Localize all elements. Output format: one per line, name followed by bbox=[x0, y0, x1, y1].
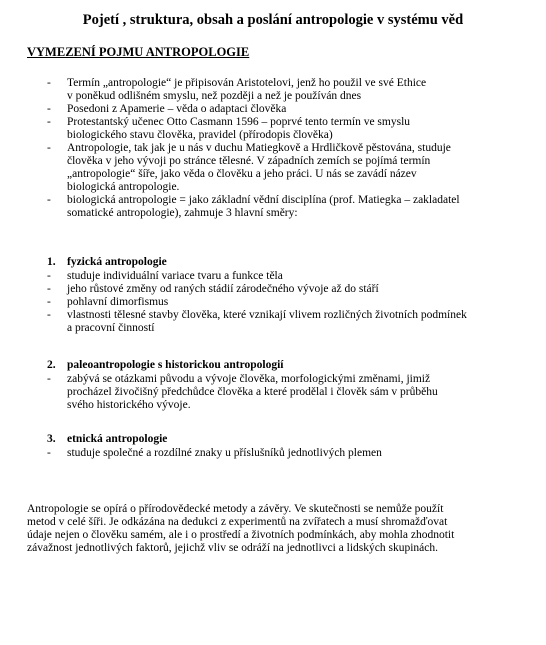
list-item-line: jeho růstové změny od raných stádií zárodečného vývoje až do stáří bbox=[67, 283, 379, 295]
paragraph-line: metod v celé šíři. Je odkázána na dedukci z experimentů na zvířatech a musí shromažďovat bbox=[27, 516, 448, 528]
list-item bbox=[0, 103, 543, 116]
bullet-dash: - bbox=[47, 194, 51, 206]
bullet-dash: - bbox=[47, 296, 51, 308]
list-item-line: Antropologie, tak jak je u nás v duchu Matiegkově a Hrdličkově pěstována, studuje bbox=[67, 142, 451, 154]
list-item-line: v poněkud odlišném smyslu, než později a než je používán dnes bbox=[67, 90, 362, 102]
bullet-dash: - bbox=[47, 373, 51, 385]
list-item-line: svého historického vývoje. bbox=[67, 399, 191, 411]
direction-title: paleoantropologie s historickou antropologií bbox=[67, 359, 284, 371]
list-item-line: biologického stavu člověka, pravidel (přírodopis člověka) bbox=[67, 129, 333, 141]
direction-heading-3 bbox=[47, 433, 167, 446]
list-item bbox=[0, 194, 543, 220]
direction-3-list bbox=[0, 447, 543, 460]
bullet-dash: - bbox=[47, 103, 51, 115]
list-item-line: somatické antropologie), zahmuje 3 hlavní směry: bbox=[67, 207, 298, 219]
bullet-dash: - bbox=[47, 447, 51, 459]
paragraph-line: Antropologie se opírá o přírodovědecké metody a závěry. Ve skutečnosti se nemůže použít bbox=[27, 503, 444, 515]
list-item-line: biologická antropologie = jako základní vědní disciplína (prof. Matiegka – zakladatel bbox=[67, 194, 460, 206]
direction-number: 2. bbox=[47, 359, 56, 371]
list-item bbox=[0, 270, 543, 283]
list-item bbox=[0, 447, 543, 460]
list-item-line: zabývá se otázkami původu a vývoje člověka, morfologickými změnami, jimiž bbox=[67, 373, 431, 385]
page-title: Pojetí , struktura, obsah a poslání antropologie v systému věd bbox=[82, 12, 464, 28]
direction-1-list bbox=[0, 270, 543, 335]
list-item-line: vlastnosti tělesné stavby člověka, které vznikají vlivem rozličných životních podmínek bbox=[67, 309, 467, 321]
bullet-dash: - bbox=[47, 142, 51, 154]
bullet-dash: - bbox=[47, 77, 51, 89]
section-heading: VYMEZENÍ POJMU ANTROPOLOGIE bbox=[27, 45, 250, 59]
direction-heading-1 bbox=[47, 256, 167, 269]
list-item-line: člověka v jeho vývoji po stránce tělesné. V západních zemích se pojímá termín bbox=[67, 155, 431, 167]
list-item-line: studuje společné a rozdílné znaky u příslušníků jednotlivých plemen bbox=[67, 447, 382, 459]
list-item-line: Protestantský učenec Otto Casmann 1596 – poprvé tento termín ve smyslu bbox=[67, 116, 411, 128]
list-item bbox=[0, 283, 543, 296]
direction-title: fyzická antropologie bbox=[67, 256, 167, 268]
bullet-dash: - bbox=[47, 116, 51, 128]
bullet-dash: - bbox=[47, 270, 51, 282]
list-item-line: „antropologie“ šíře, jako věda o člověku a jeho práci. U nás se zavádí název bbox=[67, 168, 417, 180]
list-item-line: pohlavní dimorfismus bbox=[67, 296, 169, 308]
direction-2-list bbox=[0, 373, 543, 412]
closing-paragraph bbox=[27, 503, 527, 555]
paragraph-line: údaje nejen o člověku samém, ale i o prostředí a životních podmínkách, aby mohla zhodnotit bbox=[27, 529, 455, 541]
direction-number: 3. bbox=[47, 433, 56, 445]
list-item bbox=[0, 77, 543, 103]
direction-title: etnická antropologie bbox=[67, 433, 168, 445]
list-item-line: a pracovní činností bbox=[67, 322, 155, 334]
list-item-line: procházel živočišný předchůdce člověka a které prodělal i člověk sám v průběhu bbox=[67, 386, 438, 398]
list-item bbox=[0, 116, 543, 142]
list-item-line: biologická antropologie. bbox=[67, 181, 180, 193]
list-item bbox=[0, 296, 543, 309]
list-item bbox=[0, 309, 543, 335]
list-item-line: Posedoni z Apamerie – věda o adaptaci člověka bbox=[67, 103, 287, 115]
list-item-line: Termín „antropologie“ je připisován Aristotelovi, jenž ho použil ve své Ethice bbox=[67, 77, 427, 89]
list-item bbox=[0, 373, 543, 412]
intro-list bbox=[0, 77, 543, 220]
direction-number: 1. bbox=[47, 256, 56, 268]
list-item bbox=[0, 142, 543, 194]
bullet-dash: - bbox=[47, 309, 51, 321]
paragraph-line: závažnost jednotlivých faktorů, jejichž vliv se odráží na jednotlivci a lidských skupinách. bbox=[27, 542, 439, 554]
direction-heading-2 bbox=[47, 359, 284, 372]
list-item-line: studuje individuální variace tvaru a funkce těla bbox=[67, 270, 283, 282]
bullet-dash: - bbox=[47, 283, 51, 295]
